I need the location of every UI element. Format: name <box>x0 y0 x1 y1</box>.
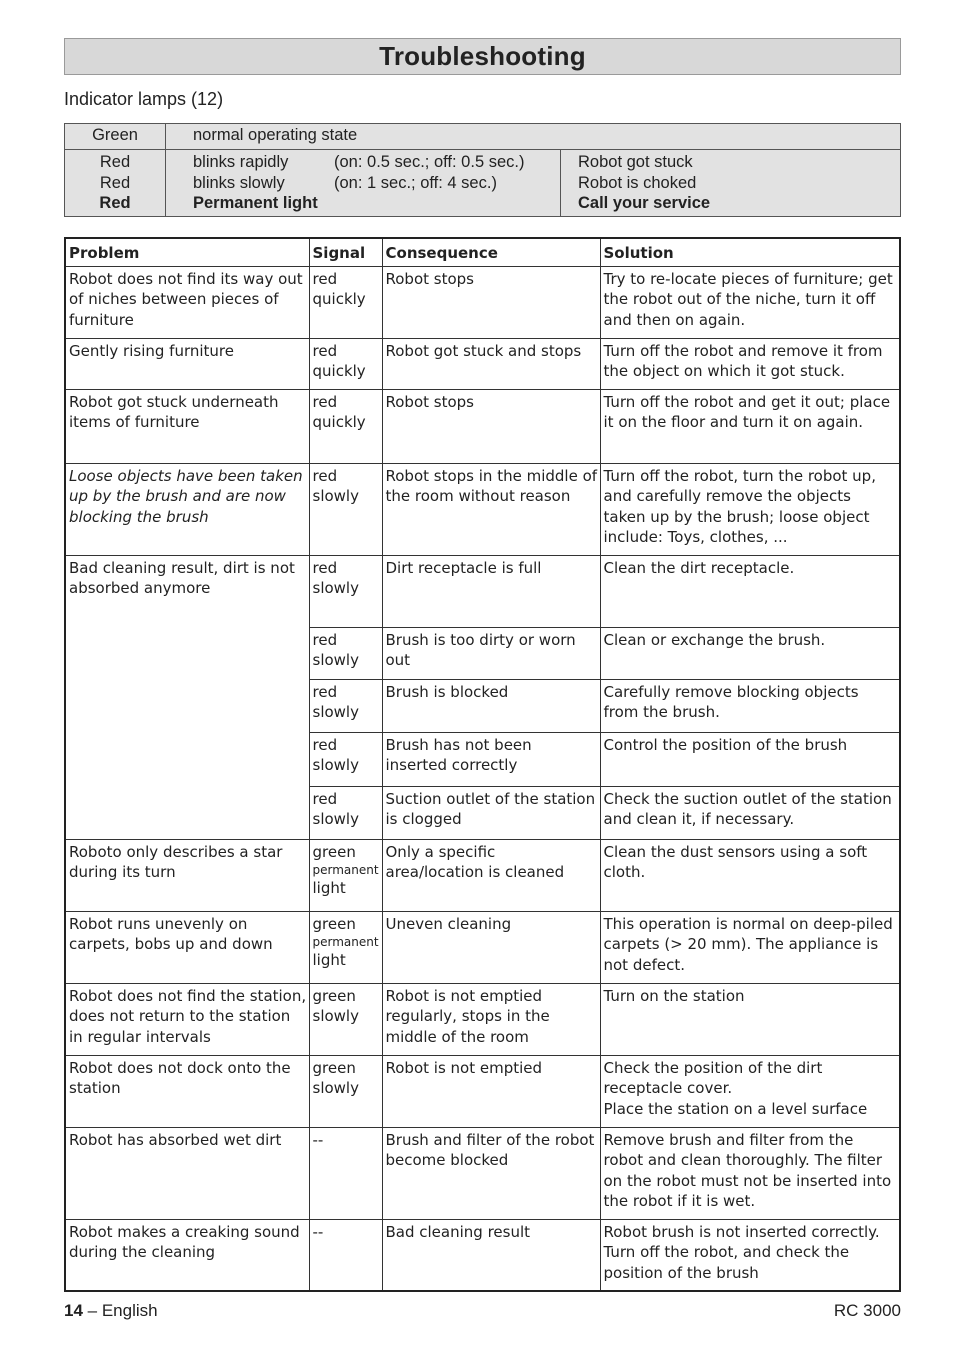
signal-cell: red slowly <box>309 679 382 732</box>
table-row <box>65 463 900 555</box>
solution-cell: Clean the dust sensors using a soft cloth. <box>600 839 900 911</box>
solution-cell: Robot brush is not inserted correctly. Turn off the robot, and check the position of the brush <box>600 1219 900 1291</box>
header-problem: Problem <box>65 238 309 266</box>
problem-cell: Roboto only describes a star during its turn <box>65 839 309 911</box>
signal-cell: red quickly <box>309 266 382 338</box>
lamp-meaning-red: Robot got stuck Robot is choked Call your service <box>561 150 901 217</box>
problem-cell: Robot got stuck underneath items of furniture <box>65 389 309 463</box>
table-row <box>65 1219 900 1291</box>
problem-cell: Gently rising furniture <box>65 338 309 389</box>
table-row <box>65 839 900 911</box>
problem-cell: Robot does not find the station, does not return to the station in regular intervals <box>65 983 309 1055</box>
consequence-cell: Robot stops in the middle of the room without reason <box>382 463 600 555</box>
signal-cell: red quickly <box>309 389 382 463</box>
consequence-cell: Robot is not emptied <box>382 1055 600 1127</box>
consequence-cell: Robot is not emptied regularly, stops in the middle of the room <box>382 983 600 1055</box>
table-row <box>65 1055 900 1127</box>
footer-model: RC 3000 <box>833 1301 901 1320</box>
consequence-cell: Brush is too dirty or worn out <box>382 627 600 679</box>
table-row <box>65 911 900 983</box>
table-row <box>65 266 900 338</box>
consequence-cell: Bad cleaning result <box>382 1219 600 1291</box>
solution-cell: Clean or exchange the brush. <box>600 627 900 679</box>
solution-cell: Remove brush and filter from the robot and clean thoroughly. The filter on the robot must not be inserted into the robot if it is wet. <box>600 1127 900 1219</box>
table-row <box>65 338 900 389</box>
problem-cell: Robot does not dock onto the station <box>65 1055 309 1127</box>
signal-cell: red slowly <box>309 627 382 679</box>
problem-cell: Robot runs unevenly on carpets, bobs up and down <box>65 911 309 983</box>
consequence-cell: Robot stops <box>382 266 600 338</box>
signal-cell: green permanent light <box>309 839 382 911</box>
solution-cell: Check the suction outlet of the station and clean it, if necessary. <box>600 786 900 839</box>
lamp-desc-green: normal operating state <box>166 124 901 150</box>
lamp-color-red: Red Red Red <box>65 150 166 217</box>
problem-cell: Robot has absorbed wet dirt <box>65 1127 309 1219</box>
problem-cell: Robot makes a creaking sound during the cleaning <box>65 1219 309 1291</box>
solution-cell: Turn off the robot and get it out; place it on the floor and turn it on again. <box>600 389 900 463</box>
header-signal: Signal <box>309 238 382 266</box>
signal-cell: red slowly <box>309 732 382 786</box>
header-solution: Solution <box>600 238 900 266</box>
problem-cell: Robot does not find its way out of niches between pieces of furniture <box>65 266 309 338</box>
consequence-cell: Brush and filter of the robot become blocked <box>382 1127 600 1219</box>
troubleshooting-table <box>64 237 901 1292</box>
problem-cell: Loose objects have been taken up by the brush and are now blocking the brush <box>65 463 309 555</box>
solution-cell: Check the position of the dirt receptacle cover. Place the station on a level surface <box>600 1055 900 1127</box>
signal-cell: green slowly <box>309 1055 382 1127</box>
section-heading: Indicator lamps (12) <box>64 89 224 109</box>
signal-cell: red slowly <box>309 786 382 839</box>
lamp-row-red <box>65 150 901 217</box>
signal-cell: red quickly <box>309 338 382 389</box>
table-header-row <box>65 238 900 266</box>
signal-cell: -- <box>309 1219 382 1291</box>
table-row <box>65 389 900 463</box>
solution-cell: Turn off the robot, turn the robot up, and carefully remove the objects taken up by the brush; loose object include: Toys, clothes, ... <box>600 463 900 555</box>
lamp-color-green: Green <box>65 124 166 150</box>
consequence-cell: Robot stops <box>382 389 600 463</box>
consequence-cell: Only a specific area/location is cleaned <box>382 839 600 911</box>
page-number: 14 <box>64 1301 83 1320</box>
page-title: Troubleshooting <box>379 41 586 71</box>
solution-cell: Turn off the robot and remove it from the object on which it got stuck. <box>600 338 900 389</box>
title-bar <box>64 38 901 75</box>
consequence-cell: Uneven cleaning <box>382 911 600 983</box>
page-language: – English <box>82 1301 158 1320</box>
indicator-lamp-table <box>64 123 901 217</box>
lamp-row-green <box>65 124 901 150</box>
signal-cell: red slowly <box>309 463 382 555</box>
solution-cell: Clean the dirt receptacle. <box>600 555 900 627</box>
consequence-cell: Dirt receptacle is full <box>382 555 600 627</box>
signal-cell: green permanent light <box>309 911 382 983</box>
signal-cell: red slowly <box>309 555 382 627</box>
consequence-cell: Brush has not been inserted correctly <box>382 732 600 786</box>
signal-cell: green slowly <box>309 983 382 1055</box>
table-row <box>65 555 900 627</box>
footer-page-label <box>64 1301 158 1321</box>
consequence-cell: Suction outlet of the station is clogged <box>382 786 600 839</box>
consequence-cell: Robot got stuck and stops <box>382 338 600 389</box>
consequence-cell: Brush is blocked <box>382 679 600 732</box>
solution-cell: Control the position of the brush <box>600 732 900 786</box>
lamp-signal-red: blinks rapidly (on: 0.5 sec.; off: 0.5 sec.) blinks slowly (on: 1 sec.; off: 4 sec.) Permanent light <box>166 150 561 217</box>
signal-cell: -- <box>309 1127 382 1219</box>
solution-cell: This operation is normal on deep-piled carpets (> 20 mm). The appliance is not defect. <box>600 911 900 983</box>
solution-cell: Carefully remove blocking objects from the brush. <box>600 679 900 732</box>
header-consequence: Consequence <box>382 238 600 266</box>
solution-cell: Turn on the station <box>600 983 900 1055</box>
table-row <box>65 1127 900 1219</box>
solution-cell: Try to re-locate pieces of furniture; get the robot out of the niche, turn it off and then on again. <box>600 266 900 338</box>
problem-cell: Bad cleaning result, dirt is not absorbed anymore <box>65 555 309 839</box>
table-row <box>65 983 900 1055</box>
